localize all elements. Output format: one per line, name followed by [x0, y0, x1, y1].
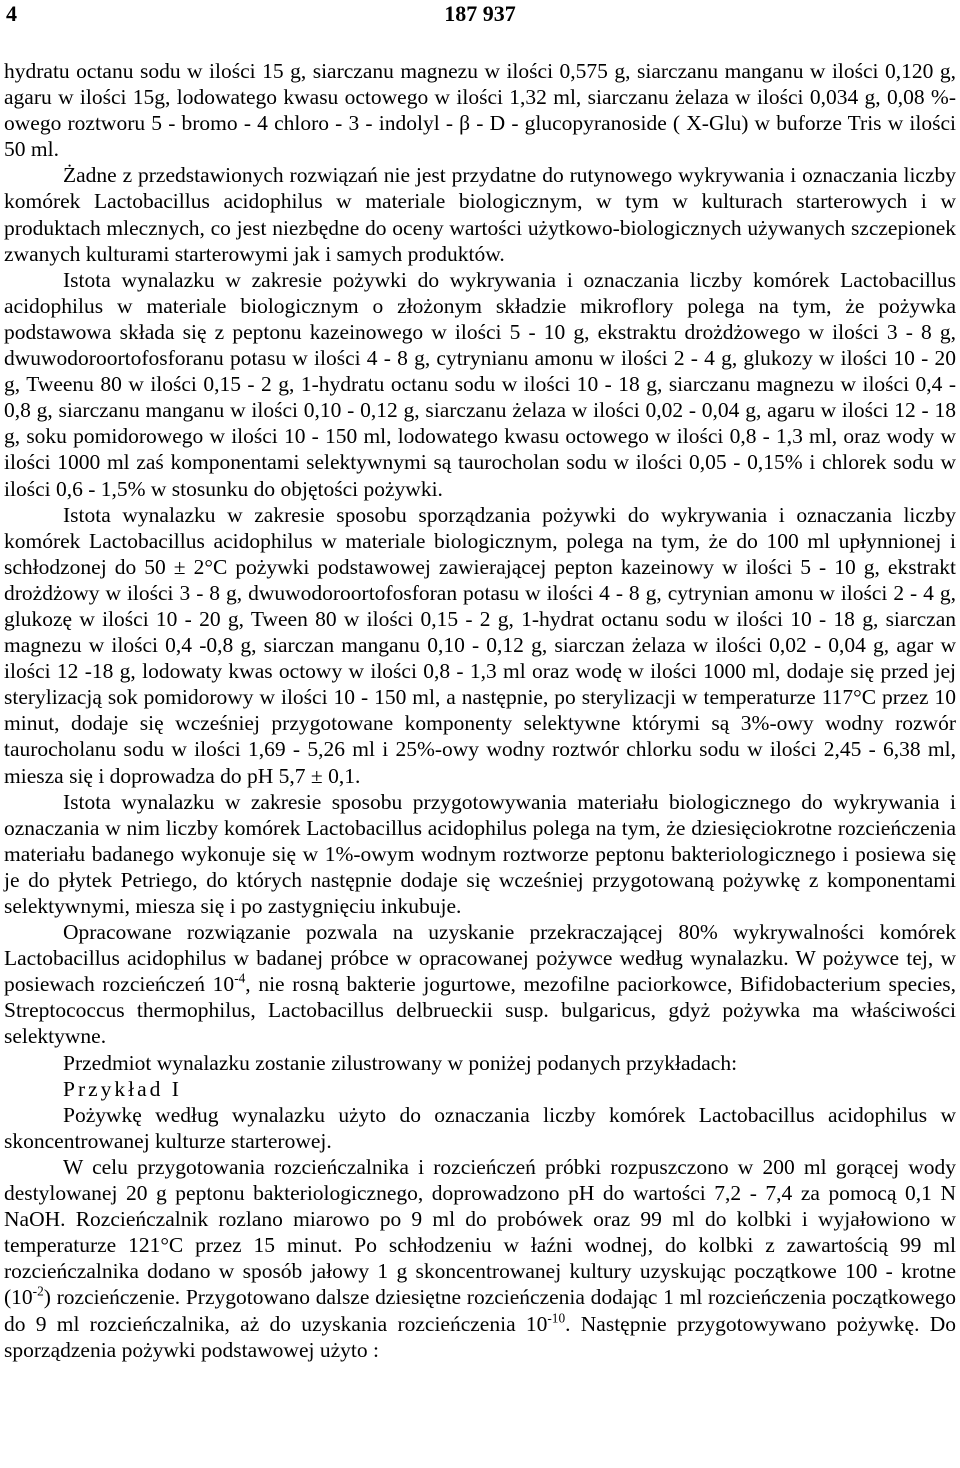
dilution-procedure-text-end: . Następnie przygotowywano pożywkę. Do sporządzenia pożywki podstawowej użyto :	[4, 1311, 956, 1362]
paragraph-prior-art-limitation: Żadne z przedstawionych rozwiązań nie jest przydatne do rutynowego wykrywania i oznaczania liczby komórek Lactobacillus acidophilus w materiale biologicznym, w tym w kulturach starterowych i w produktach mlecznych, co jest niezbędne do oceny wartości użytkowo-biologicznych używanych szczepionek zwanych kulturami starterowymi jak i samych produktów.	[4, 163, 956, 266]
paragraph-examples-intro: Przedmiot wynalazku zostanie zilustrowany w poniżej podanych przykładach:	[63, 1050, 738, 1075]
exponent: -4	[234, 970, 246, 986]
example-heading: Przykład I	[63, 1076, 182, 1101]
paragraph-example-purpose: Pożywkę według wynalazku użyto do oznaczania liczby komórek Lactobacillus acidophilus w skoncentrowanej kulturze starterowej.	[4, 1102, 956, 1153]
page-header	[4, 0, 956, 34]
page-number: 4	[6, 1, 17, 26]
exponent: -2	[32, 1283, 44, 1299]
detection-results-text: Opracowane rozwiązanie pozwala na uzyskanie przekraczającej 80% wykrywalności komórek Lactobacillus acidophilus w badanej próbce w opracowanej pożywce według wynalazku. W pożywce tej, w posiewach rozcieńczeń 10	[4, 920, 956, 997]
paragraph-medium-essence: Istota wynalazku w zakresie pożywki do wykrywania i oznaczania liczby komórek Lactobacillus acidophilus w materiale biologicznym o złożonym składzie mikroflory polega na tym, że pożywka podstawowa składa się z peptonu kazeinowego w ilości 5 - 10 g, ekstraktu drożdżowego w ilości 3 - 8 g, dwuwodoroortofosforanu potasu w ilości 4 - 8 g, cytrynianu amonu w ilości 2 - 4 g, glukozy w ilości 10 - 20 g, Tweenu 80 w ilości 0,15 - 2 g, 1-hydratu octanu sodu w ilości 10 - 18 g, siarczanu magnezu w ilości 0,4 - 0,8 g, siarczanu manganu w ilości 0,10 - 0,12 g, siarczanu żelaza w ilości 0,02 - 0,04 g, agaru w ilości 12 - 18 g, soku pomidorowego w ilości 10 - 150 ml, lodowatego kwasu octowego w ilości 0,8 - 1,3 ml, oraz wody w ilości 1000 ml zaś komponentami selektywnymi są taurocholan sodu w ilości 0,05 - 0,15% i chlorek sodu w ilości 0,6 - 1,5% w stosunku do objętości pożywki.	[4, 267, 956, 501]
body-text	[4, 58, 956, 1363]
paragraph-sample-preparation: Istota wynalazku w zakresie sposobu przygotowywania materiału biologicznego do wykrywania i oznaczania w nim liczby komórek Lactobacillus acidophilus polega na tym, że dziesięciokrotne rozcieńczenia materiału badanego wykonuje się w 1%-owym wodnym roztworze peptonu bakteriologicznego i posiewa się je do płytek Petriego, do których następnie dodaje się wcześniej przygotowaną pożywkę z komponentami selektywnymi, miesza się i po zastygnięciu inkubuje.	[4, 789, 956, 918]
dilution-procedure-text-continued: ) rozcieńczenie. Przygotowano dalsze dziesiętne rozcieńczenia dodając 1 ml rozcieńczenia początkowego do 9 ml rozcieńczalnika, aż do uzyskania rozcieńczenia 10	[4, 1285, 956, 1336]
paragraph-medium-preparation: Istota wynalazku w zakresie sposobu sporządzania pożywki do wykrywania i oznaczania liczby komórek Lactobacillus acidophilus w materiale biologicznym, polega na tym, że do 100 ml upłynnionej i schłodzonej do 50 ± 2°C pożywki podstawowej zawierającej pepton kazeinowy w ilości 5 - 10 g, ekstrakt drożdżowy w ilości 3 - 8 g, dwuwodoroortofosforan potasu w ilości 4 - 8 g, cytrynian amonu w ilości 2 - 4 g, glukozę w ilości 10 - 20 g, Tween 80 w ilości 0,15 - 2 g, 1-hydrat octanu sodu w ilości 10 - 18 g, siarczan magnezu w ilości 0,4 -0,8 g, siarczan manganu 0,10 - 0,12 g, siarczan żelaza w ilości 0,02 - 0,04 g, agar w ilości 12 -18 g, lodowaty kwas octowy w ilości 0,8 - 1,3 ml oraz wodę w ilości 1000 ml, dodaje się przed jej sterylizacją sok pomidorowy w ilości 10 - 150 ml, a następnie, po sterylizacji w temperaturze 117°C przez 10 minut, dodaje się wcześniej przygotowane komponenty selektywne którymi są 3%-owy wodny rozwór taurocholanu sodu w ilości 1,69 - 5,26 ml i 25%-owy wodny roztwór chlorku sodu w ilości 2,45 - 6,38 ml, miesza się i doprowadza do pH 5,7 ± 0,1.	[4, 502, 956, 788]
exponent: -10	[547, 1309, 566, 1325]
dilution-procedure-text: W celu przygotowania rozcieńczalnika i rozcieńczeń próbki rozpuszczono w 200 ml gorącej wody destylowanej 20 g peptonu bakteriologicznego, doprowadzono pH do wartości 7,2 - 7,4 za pomocą 0,1 N NaOH. Rozcieńczalnik rozlano miarowo po 9 ml do probówek oraz 99 ml do kolbki i wyjałowiono w temperaturze 121°C przez 15 minut. Po schłodzeniu w łaźni wodnej, do kolbki z zawartością 99 ml rozcieńczalnika dodano w sposób jałowy 1 g skoncentrowanej kultury uzyskując początkowe 100 - krotne (10	[4, 1154, 956, 1310]
detection-results-text-continued: , nie rosną bakterie jogurtowe, mezofilne paciorkowce, Bifidobacterium species, Streptococcus thermophilus, Lactobacillus delbrueckii susp. bulgaricus, gdyż pożywka ma właściwości selektywne.	[4, 972, 956, 1049]
paragraph-dilution-procedure	[4, 1154, 956, 1363]
patent-number: 187 937	[444, 1, 516, 26]
paragraph-continued-composition: hydratu octanu sodu w ilości 15 g, siarczanu magnezu w ilości 0,575 g, siarczanu manganu w ilości 0,120 g, agaru w ilości 15g, lodowatego kwasu octowego w ilości 1,32 ml, siarczanu żelaza w ilości 0,034 g, 0,08 %-owego roztworu 5 - bromo - 4 chloro - 3 - indolyl - β - D - glucopyranoside ( X-Glu) w buforze Tris w ilości 50 ml.	[4, 59, 956, 162]
paragraph-detection-results	[4, 919, 956, 1049]
